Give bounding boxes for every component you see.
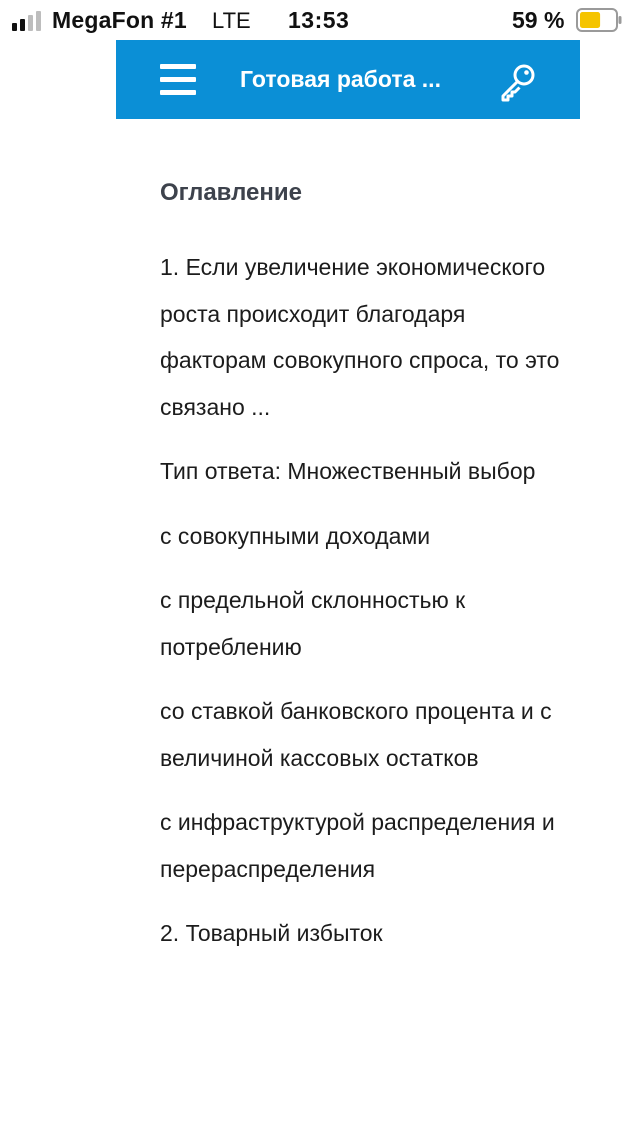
answer-type: Тип ответа: Множественный выбор [160,458,536,484]
answer-option: с предельной склонностью к потреблению [160,587,466,660]
key-button[interactable] [498,62,538,102]
toc-heading: Оглавление [160,179,302,206]
answer-option: с инфраструктурой распределения и перераспределения [160,809,555,882]
battery-percent: 59 % [512,7,565,33]
status-time: 13:53 [288,7,350,33]
battery-fill [580,12,600,28]
status-bar [0,0,640,40]
content-area [160,168,560,957]
carrier-name: MegaFon #1 [52,7,187,33]
network-type: LTE [212,8,251,33]
signal-strength-icon [12,11,46,31]
answer-option: с совокупными доходами [160,522,431,549]
question-text: 1. Если увеличение экономического роста происходит благодаря факторам совокупного спроса, то это связано ... [160,254,560,420]
app-header [116,40,580,119]
answer-option: со ставкой банковского процента и с величиной кассовых остатков [160,698,552,771]
menu-button[interactable] [160,64,196,96]
page-title: Готовая работа ... [240,66,441,92]
battery-icon [576,8,622,32]
question-text: 2. Товарный избыток [160,920,383,946]
key-icon [498,62,538,102]
